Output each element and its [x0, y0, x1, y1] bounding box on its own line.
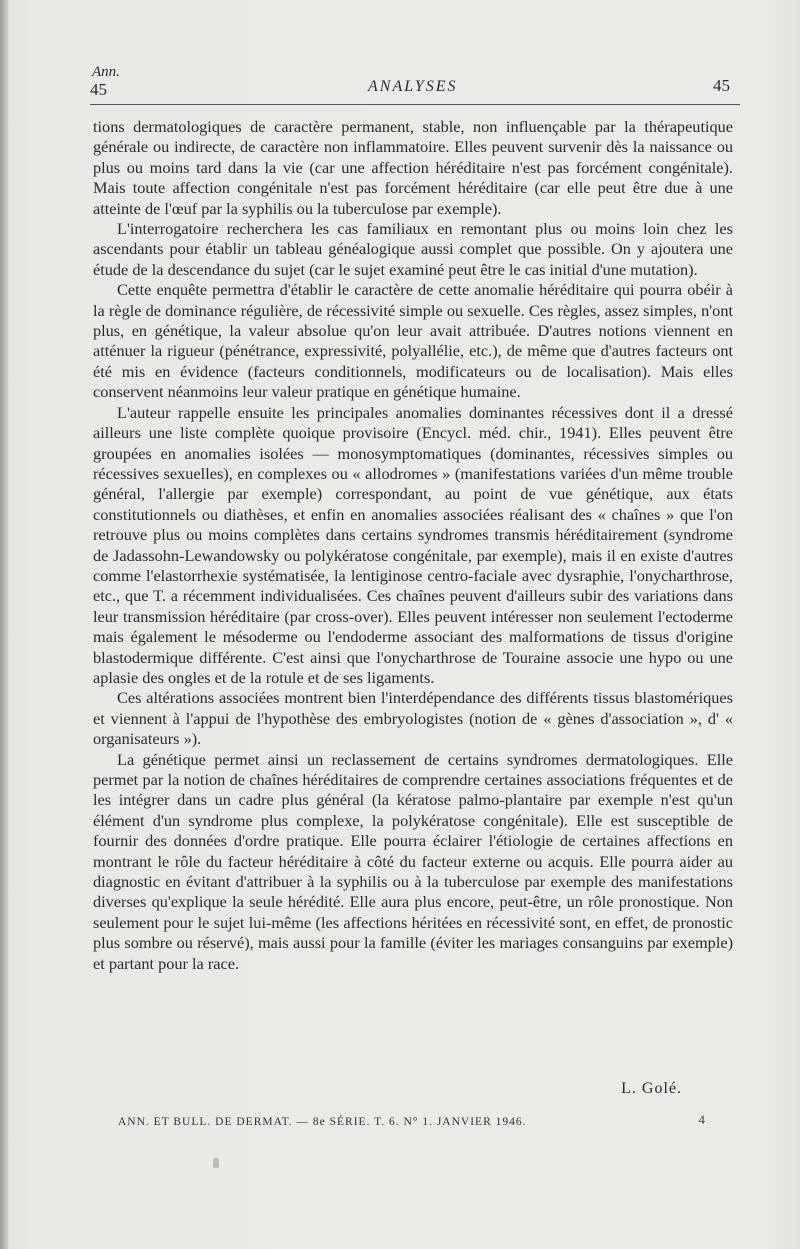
paragraph: L'interrogatoire recherchera les cas familiaux en remontant plus ou moins loin chez les ascendants pour établir un tableau généalogique aussi complet que possible. On y ajoutera une étude de la descendance du sujet (car le sujet examiné peut être le cas initial d'une mutation). [93, 219, 733, 279]
article-body [93, 117, 733, 974]
running-title: ANALYSES [368, 78, 458, 95]
page-number-right: 45 [713, 76, 730, 95]
paragraph: Ces altérations associées montrent bien l'interdépendance des différents tissus blastomériques et viennent à l'appui de l'hypothèse des embryologistes (notion de « gènes d'association », d' « organisateurs »). [93, 688, 733, 749]
paragraph: L'auteur rappelle ensuite les principales anomalies dominantes récessives dont il a dressé ailleurs une liste complète quoique provisoire (Encycl. méd. chir., 1941). Elles peuvent être groupées en anomalies isolées — monosymptomatiques (dominantes, récessives simples ou récessives sexuelles), en complexes ou « allodromes » (manifestations variées d'un même trouble général, l'allergie par exemple) correspondant, au point de vue génétique, aux états constitutionnels ou diathèses, et enfin en anomalies associées réalisant des « chaînes » que l'on retrouve plus ou moins complètes dans certains syndromes transmis héréditairement (syndrome de Jadassohn-Lewandowsky ou polykératose congénitale, par exemple), mais il en existe d'autres comme l'elastorrhexie systématisée, la lentiginose centro-faciale avec dysraphie, l'onycharthrose, etc., que T. a récemment individualisées. Ces chaînes peuvent d'ailleurs subir des variations dans leur transmission héréditaire (par cross-over). Elles peuvent intéresser non seulement l'ectoderme mais également le mésoderme ou l'endoderme associant des malformations de tissus d'origine blastodermique différente. C'est ainsi que l'onycharthrose de Touraine associe une hypo ou une aplasie des ongles et de la rotule et de ses ligaments. [93, 402, 733, 687]
journal-abbrev: Ann. [92, 64, 120, 80]
book-spine-shadow [0, 0, 8, 1249]
footer-citation: ANN. ET BULL. DE DERMAT. — 8e SÉRIE. T. 6. N° 1. JANVIER 1946. [118, 1116, 527, 1128]
header-rule [90, 104, 740, 105]
scan-mark [213, 1158, 219, 1168]
page-number-left: 45 [90, 80, 107, 99]
page-header [90, 60, 740, 110]
paragraph: La génétique permet ainsi un reclassement de certains syndromes dermatologiques. Elle permet par la notion de chaînes héréditaires de comprendre certaines associations fréquentes et de les intégrer dans un cadre plus général (la kératose palmo-plantaire par exemple n'est qu'un élément d'un syndrome plus complexe, la polykératose congénitale). Elle est susceptible de fournir des données d'ordre pratique. Elle pourra éclairer l'étiologie de certaines affections en montrant le rôle du facteur héréditaire à côté du facteur externe ou acquis. Elle pourra aider au diagnostic en évitant d'attribuer à la syphilis ou à la tuberculose par exemple des manifestations diverses qu'explique la seule hérédité. Elle aura plus encore, peut-être, un rôle pronostique. Non seulement pour le sujet lui-même (les affections héritées en récessivité sont, en effet, de pronostic plus sombre ou réservé), mais aussi pour la famille (éviter les mariages consanguins par exemple) et partant pour la race. [93, 749, 733, 973]
paragraph: tions dermatologiques de caractère permanent, stable, non influençable par la thérapeutique générale ou indirecte, de caractère non inflammatoire. Elles peuvent survenir dès la naissance ou plus ou moins tard dans la vie (car une affection héréditaire n'est pas forcément congénitale). Mais toute affection congénitale n'est pas forcément héréditaire (car elle peut être due à une atteinte de l'œuf par la syphilis ou la tuberculose par exemple). [93, 117, 733, 218]
footer-signature-number: 4 [698, 1112, 705, 1127]
paragraph: Cette enquête permettra d'établir le caractère de cette anomalie héréditaire qui pourra obéir à la règle de dominance régulière, de récessivité simple ou sexuelle. Ces règles, assez simples, n'ont plus, en génétique, la valeur absolue qu'on leur avait attribuée. D'autres notions viennent en atténuer la rigueur (pénétrance, expressivité, polyallélie, etc.), de même que d'autres facteurs ont été mis en évidence (facteurs conditionnels, modificateurs ou de localisation). Mais elles conservent néanmoins leur valeur pratique en génétique humaine. [93, 280, 733, 402]
author-signature: L. Golé. [621, 1080, 682, 1097]
